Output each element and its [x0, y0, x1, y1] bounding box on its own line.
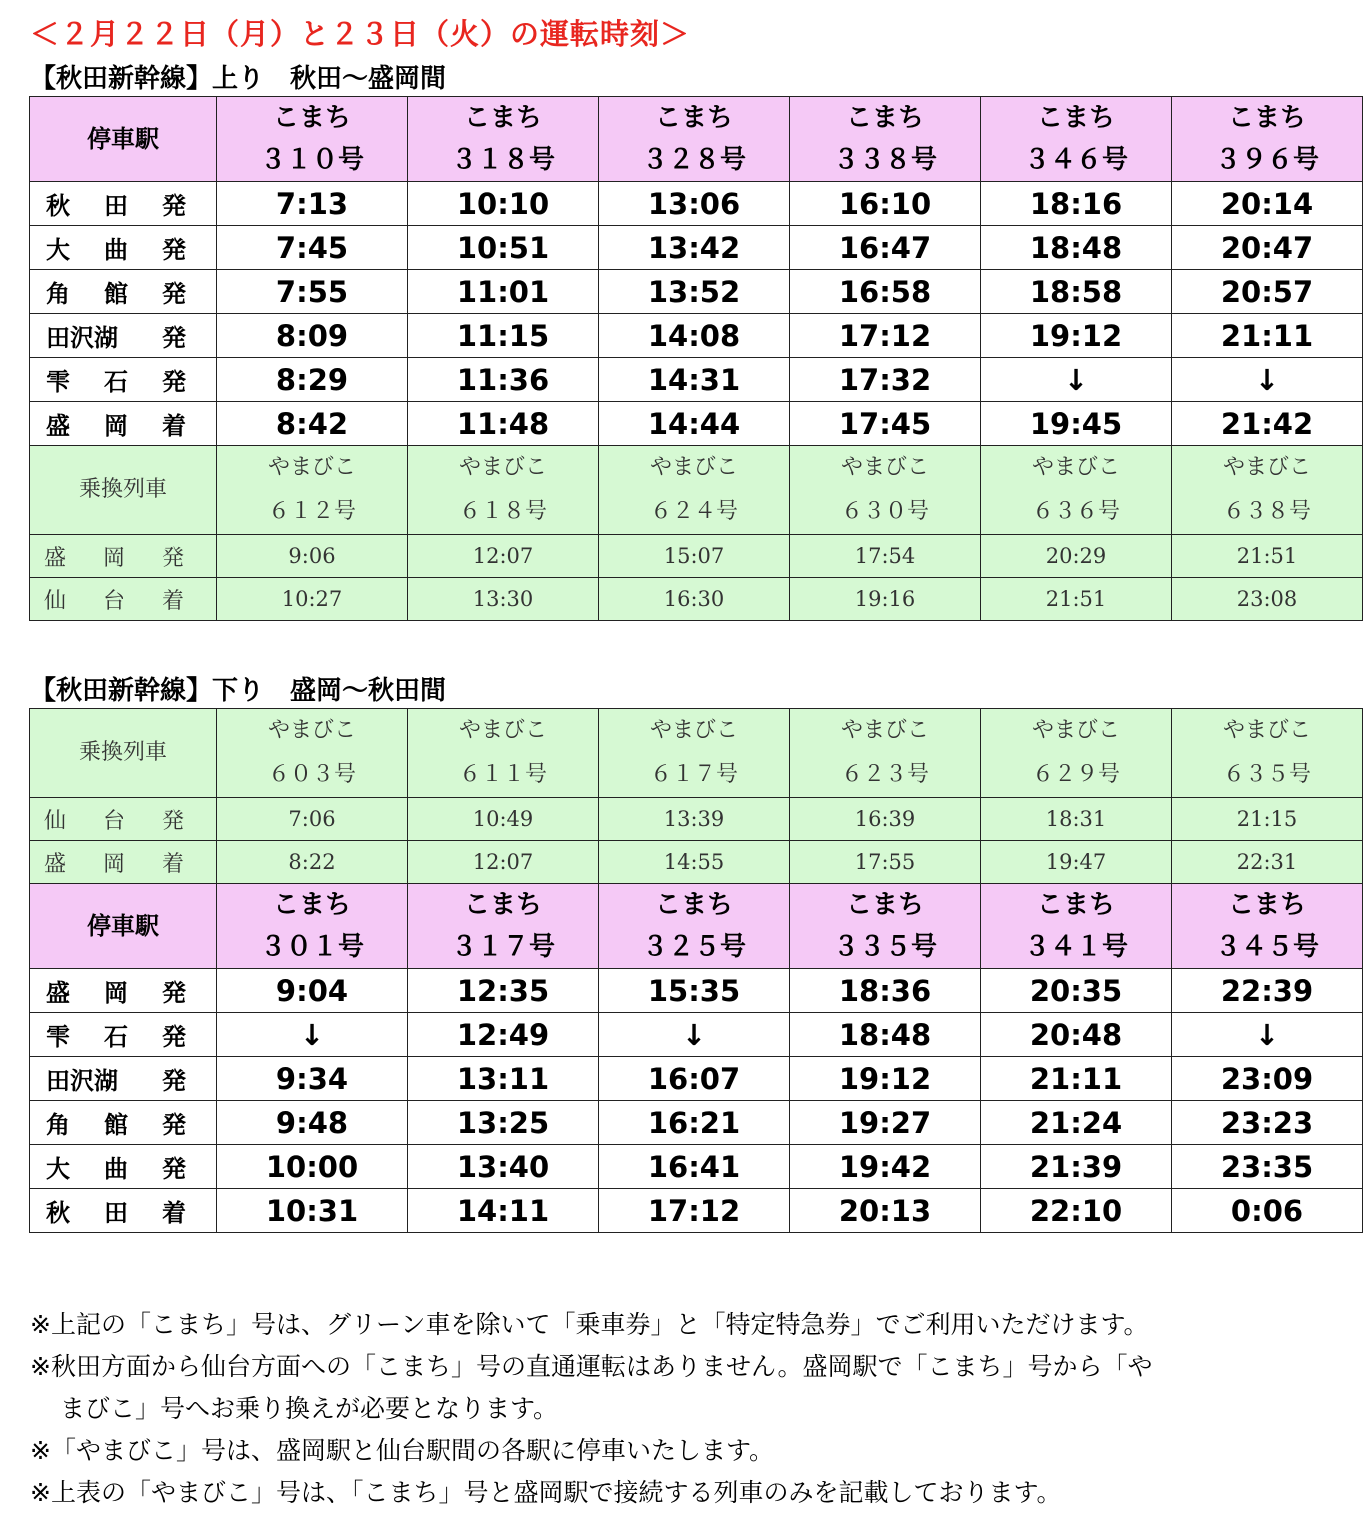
transfer-train-name: やまびこ — [649, 455, 738, 480]
station-name — [46, 1149, 186, 1184]
notes — [30, 1304, 1152, 1514]
station-char: 館 — [104, 1111, 128, 1139]
station-char: 発 — [162, 236, 186, 264]
time-cell: 16:21 — [599, 1101, 790, 1145]
table-row — [30, 1057, 1363, 1101]
time-cell: 10:31 — [217, 1189, 408, 1233]
time-cell: 11:36 — [408, 358, 599, 402]
train-header — [1172, 884, 1363, 969]
station-char: 発 — [162, 1067, 186, 1095]
station-name — [44, 804, 184, 835]
station-name — [46, 406, 186, 441]
transfer-train — [790, 446, 981, 535]
note-line: ※秋田方面から仙台方面への「こまち」号の直通運転はありません。盛岡駅で「こまち」号から「や — [30, 1352, 1153, 1381]
station-char: 石 — [104, 368, 128, 396]
transfer-train — [981, 446, 1172, 535]
transfer-time-cell: 13:39 — [599, 798, 790, 841]
station-char: 発 — [162, 368, 186, 396]
train-header — [599, 97, 790, 182]
station-cell — [30, 402, 217, 446]
time-cell: 16:58 — [790, 270, 981, 314]
station-header: 停車駅 — [30, 884, 217, 969]
train-number: ３１８号 — [450, 145, 555, 175]
train-name: こまち — [1227, 890, 1306, 920]
transfer-train — [1172, 709, 1363, 798]
time-cell: 14:31 — [599, 358, 790, 402]
transfer-train-number: ６３０号 — [840, 499, 929, 524]
train-header-row — [30, 884, 1363, 969]
train-name: こまち — [654, 103, 733, 133]
transfer-time-cell: 17:55 — [790, 841, 981, 884]
station-char: 岡 — [102, 851, 125, 877]
time-cell: 21:39 — [981, 1145, 1172, 1189]
transfer-train — [217, 709, 408, 798]
transfer-train-name: やまびこ — [840, 718, 929, 743]
transfer-time-cell: 21:15 — [1172, 798, 1363, 841]
train-number: ３９６号 — [1214, 145, 1319, 175]
station-char: 館 — [104, 280, 128, 308]
station-name — [46, 274, 186, 309]
transfer-train-name: やまびこ — [649, 718, 738, 743]
train-name: こまち — [1036, 103, 1115, 133]
station-char: 岡 — [104, 412, 128, 440]
transfer-train-number: ６１７号 — [649, 762, 738, 787]
station-name — [44, 541, 184, 572]
transfer-row — [30, 841, 1363, 884]
time-cell: 22:39 — [1172, 969, 1363, 1013]
train-name: こまち — [463, 103, 542, 133]
transfer-train-name: やまびこ — [1031, 718, 1120, 743]
transfer-time-cell: 16:30 — [599, 578, 790, 621]
time-cell: 20:47 — [1172, 226, 1363, 270]
station-char: 仙 — [44, 588, 67, 614]
transfer-train — [790, 709, 981, 798]
time-cell: 9:34 — [217, 1057, 408, 1101]
station-char: 角 — [46, 280, 70, 308]
time-cell: 18:48 — [790, 1013, 981, 1057]
station-char: 石 — [104, 1023, 128, 1051]
station-cell — [30, 535, 217, 578]
transfer-time-cell: 7:06 — [217, 798, 408, 841]
time-cell: 17:12 — [790, 314, 981, 358]
train-name: こまち — [1227, 103, 1306, 133]
station-char: 田沢湖 — [46, 1067, 118, 1095]
station-cell — [30, 270, 217, 314]
transfer-header-row — [30, 446, 1363, 535]
transfer-train-name: やまびこ — [267, 718, 356, 743]
train-number: ３４１号 — [1023, 932, 1128, 962]
time-cell: 13:11 — [408, 1057, 599, 1101]
station-char: 盛 — [44, 851, 67, 877]
station-name — [46, 186, 186, 221]
station-char: 角 — [46, 1111, 70, 1139]
transfer-time-cell: 18:31 — [981, 798, 1172, 841]
time-cell: 13:52 — [599, 270, 790, 314]
station-char: 田沢湖 — [46, 324, 118, 352]
time-cell: 19:27 — [790, 1101, 981, 1145]
station-char: 岡 — [104, 979, 128, 1007]
station-char: 曲 — [104, 236, 128, 264]
table-row — [30, 226, 1363, 270]
transfer-time-cell: 12:07 — [408, 535, 599, 578]
station-name — [46, 1061, 186, 1096]
station-cell — [30, 1101, 217, 1145]
transfer-header-row — [30, 709, 1363, 798]
time-cell: 14:11 — [408, 1189, 599, 1233]
station-char: 発 — [162, 979, 186, 1007]
transfer-train — [217, 446, 408, 535]
station-cell — [30, 314, 217, 358]
time-cell: 21:11 — [1172, 314, 1363, 358]
page-title: ＜２月２２日（月）と２３日（火）の運転時刻＞ — [30, 17, 691, 51]
station-cell — [30, 578, 217, 621]
station-char: 発 — [162, 324, 186, 352]
transfer-train-number: ６１１号 — [458, 762, 547, 787]
station-char: 着 — [161, 851, 184, 877]
station-char: 盛 — [46, 412, 70, 440]
station-name — [46, 1017, 186, 1052]
station-char: 発 — [161, 808, 184, 834]
time-cell: 11:01 — [408, 270, 599, 314]
station-char: 田 — [104, 1199, 128, 1227]
transfer-train-name: やまびこ — [458, 455, 547, 480]
transfer-time-cell: 17:54 — [790, 535, 981, 578]
up-timetable — [29, 96, 1363, 621]
station-name — [46, 362, 186, 397]
station-char: 秋 — [46, 192, 70, 220]
time-cell: 17:12 — [599, 1189, 790, 1233]
station-cell — [30, 1013, 217, 1057]
station-header: 停車駅 — [30, 97, 217, 182]
down-heading: 【秋田新幹線】下り 盛岡～秋田間 — [30, 676, 447, 706]
transfer-time-cell: 12:07 — [408, 841, 599, 884]
time-cell: ↓ — [217, 1013, 408, 1057]
train-number: ３０１号 — [259, 932, 364, 962]
time-cell: 20:14 — [1172, 182, 1363, 226]
time-cell: 9:04 — [217, 969, 408, 1013]
time-cell: 11:48 — [408, 402, 599, 446]
time-cell: 20:13 — [790, 1189, 981, 1233]
time-cell: ↓ — [1172, 1013, 1363, 1057]
transfer-train — [599, 446, 790, 535]
station-char: 台 — [102, 808, 125, 834]
table-row — [30, 182, 1363, 226]
transfer-train — [1172, 446, 1363, 535]
station-name — [44, 584, 184, 615]
station-name — [46, 318, 186, 353]
train-header — [408, 97, 599, 182]
time-cell: 10:51 — [408, 226, 599, 270]
time-cell: 10:10 — [408, 182, 599, 226]
up-heading: 【秋田新幹線】上り 秋田～盛岡間 — [30, 64, 447, 94]
transfer-time-cell: 15:07 — [599, 535, 790, 578]
train-header — [790, 884, 981, 969]
train-header — [217, 884, 408, 969]
transfer-row — [30, 578, 1363, 621]
station-name — [46, 973, 186, 1008]
transfer-label: 乗換列車 — [30, 709, 217, 798]
station-char: 雫 — [46, 368, 70, 396]
time-cell: 16:07 — [599, 1057, 790, 1101]
station-cell — [30, 182, 217, 226]
time-cell: 19:12 — [790, 1057, 981, 1101]
train-header — [217, 97, 408, 182]
transfer-train-name: やまびこ — [1222, 718, 1311, 743]
station-char: 盛 — [46, 979, 70, 1007]
station-char: 岡 — [102, 545, 125, 571]
transfer-time-cell: 10:49 — [408, 798, 599, 841]
transfer-train — [599, 709, 790, 798]
station-char: 発 — [162, 280, 186, 308]
station-char: 発 — [162, 192, 186, 220]
station-cell — [30, 841, 217, 884]
station-cell — [30, 798, 217, 841]
table-row — [30, 1101, 1363, 1145]
time-cell: 7:13 — [217, 182, 408, 226]
transfer-train — [981, 709, 1172, 798]
train-number: ３３８号 — [832, 145, 937, 175]
time-cell: 13:40 — [408, 1145, 599, 1189]
transfer-train-number: ６１２号 — [267, 499, 356, 524]
transfer-train-name: やまびこ — [458, 718, 547, 743]
table-row — [30, 1145, 1363, 1189]
time-cell: 10:00 — [217, 1145, 408, 1189]
train-number: ３３５号 — [832, 932, 937, 962]
station-char: 秋 — [46, 1199, 70, 1227]
transfer-train-name: やまびこ — [1222, 455, 1311, 480]
train-header — [981, 97, 1172, 182]
station-cell — [30, 358, 217, 402]
station-char: 発 — [161, 545, 184, 571]
transfer-train-number: ６３６号 — [1031, 499, 1120, 524]
transfer-train-number: ６２４号 — [649, 499, 738, 524]
transfer-time-cell: 14:55 — [599, 841, 790, 884]
time-cell: 13:42 — [599, 226, 790, 270]
transfer-train-number: ６２９号 — [1031, 762, 1120, 787]
time-cell: 14:08 — [599, 314, 790, 358]
transfer-time-cell: 21:51 — [981, 578, 1172, 621]
note-line: ※「やまびこ」号は、盛岡駅と仙台駅間の各駅に停車いたします。 — [30, 1436, 774, 1465]
train-name: こまち — [845, 103, 924, 133]
transfer-row — [30, 535, 1363, 578]
transfer-train-number: ６３５号 — [1222, 762, 1311, 787]
time-cell: 16:10 — [790, 182, 981, 226]
table-row — [30, 1013, 1363, 1057]
transfer-time-cell: 20:29 — [981, 535, 1172, 578]
transfer-train-name: やまびこ — [840, 455, 929, 480]
train-number: ３２５号 — [641, 932, 746, 962]
time-cell: 13:06 — [599, 182, 790, 226]
train-number: ３１７号 — [450, 932, 555, 962]
time-cell: 8:42 — [217, 402, 408, 446]
table-row — [30, 969, 1363, 1013]
time-cell: 0:06 — [1172, 1189, 1363, 1233]
transfer-time-cell: 9:06 — [217, 535, 408, 578]
station-char: 田 — [104, 192, 128, 220]
time-cell: 16:47 — [790, 226, 981, 270]
station-char: 着 — [162, 1199, 186, 1227]
station-name — [46, 1105, 186, 1140]
station-name — [44, 847, 184, 878]
train-name: こまち — [272, 103, 351, 133]
time-cell: 19:12 — [981, 314, 1172, 358]
transfer-time-cell: 19:16 — [790, 578, 981, 621]
train-number: ３２８号 — [641, 145, 746, 175]
time-cell: 16:41 — [599, 1145, 790, 1189]
note-line: ※上表の「やまびこ」号は、「こまち」号と盛岡駅で接続する列車のみを記載しております。 — [30, 1478, 1062, 1507]
time-cell: 14:44 — [599, 402, 790, 446]
time-cell: 20:48 — [981, 1013, 1172, 1057]
time-cell: 8:09 — [217, 314, 408, 358]
train-header-row — [30, 97, 1363, 182]
train-number: ３４５号 — [1214, 932, 1319, 962]
time-cell: 19:42 — [790, 1145, 981, 1189]
time-cell: 20:57 — [1172, 270, 1363, 314]
note-line: まびこ」号へお乗り換えが必要となります。 — [60, 1394, 559, 1423]
station-char: 着 — [161, 588, 184, 614]
transfer-time-cell: 8:22 — [217, 841, 408, 884]
train-name: こまち — [272, 890, 351, 920]
transfer-time-cell: 13:30 — [408, 578, 599, 621]
station-char: 発 — [162, 1111, 186, 1139]
transfer-label: 乗換列車 — [30, 446, 217, 535]
time-cell: 21:42 — [1172, 402, 1363, 446]
transfer-train-number: ６０３号 — [267, 762, 356, 787]
time-cell: 18:16 — [981, 182, 1172, 226]
transfer-train — [408, 709, 599, 798]
station-char: 仙 — [44, 808, 67, 834]
time-cell: 18:48 — [981, 226, 1172, 270]
transfer-train — [408, 446, 599, 535]
station-char: 盛 — [44, 545, 67, 571]
time-cell: ↓ — [599, 1013, 790, 1057]
station-char: 発 — [162, 1023, 186, 1051]
transfer-train-name: やまびこ — [1031, 455, 1120, 480]
time-cell: 18:58 — [981, 270, 1172, 314]
transfer-time-cell: 10:27 — [217, 578, 408, 621]
station-char: 台 — [102, 588, 125, 614]
time-cell: 19:45 — [981, 402, 1172, 446]
table-row — [30, 314, 1363, 358]
train-header — [790, 97, 981, 182]
transfer-time-cell: 19:47 — [981, 841, 1172, 884]
transfer-train-number: ６３８号 — [1222, 499, 1311, 524]
time-cell: 22:10 — [981, 1189, 1172, 1233]
down-timetable — [29, 708, 1363, 1233]
station-cell — [30, 969, 217, 1013]
transfer-time-cell: 22:31 — [1172, 841, 1363, 884]
time-cell: 7:55 — [217, 270, 408, 314]
time-cell: 15:35 — [599, 969, 790, 1013]
table-row — [30, 358, 1363, 402]
station-char: 曲 — [104, 1155, 128, 1183]
time-cell: 23:09 — [1172, 1057, 1363, 1101]
transfer-train-number: ６１８号 — [458, 499, 547, 524]
transfer-time-cell: 23:08 — [1172, 578, 1363, 621]
transfer-time-cell: 21:51 — [1172, 535, 1363, 578]
table-row — [30, 1189, 1363, 1233]
train-header — [408, 884, 599, 969]
time-cell: 12:35 — [408, 969, 599, 1013]
station-cell — [30, 1145, 217, 1189]
train-header — [1172, 97, 1363, 182]
time-cell: 21:24 — [981, 1101, 1172, 1145]
station-name — [46, 1193, 186, 1228]
time-cell: 7:45 — [217, 226, 408, 270]
time-cell: 12:49 — [408, 1013, 599, 1057]
time-cell: 23:23 — [1172, 1101, 1363, 1145]
time-cell: 17:45 — [790, 402, 981, 446]
train-header — [981, 884, 1172, 969]
station-char: 大 — [46, 1155, 70, 1183]
time-cell: 21:11 — [981, 1057, 1172, 1101]
station-char: 着 — [162, 412, 186, 440]
table-row — [30, 402, 1363, 446]
transfer-row — [30, 798, 1363, 841]
train-name: こまち — [463, 890, 542, 920]
time-cell: 11:15 — [408, 314, 599, 358]
transfer-time-cell: 16:39 — [790, 798, 981, 841]
train-name: こまち — [654, 890, 733, 920]
time-cell: ↓ — [1172, 358, 1363, 402]
time-cell: 23:35 — [1172, 1145, 1363, 1189]
train-header — [599, 884, 790, 969]
time-cell: 13:25 — [408, 1101, 599, 1145]
station-cell — [30, 226, 217, 270]
time-cell: 18:36 — [790, 969, 981, 1013]
station-char: 発 — [162, 1155, 186, 1183]
station-char: 大 — [46, 236, 70, 264]
transfer-train-name: やまびこ — [267, 455, 356, 480]
station-cell — [30, 1057, 217, 1101]
time-cell: 8:29 — [217, 358, 408, 402]
station-name — [46, 230, 186, 265]
train-number: ３４６号 — [1023, 145, 1128, 175]
station-cell — [30, 1189, 217, 1233]
note-line: ※上記の「こまち」号は、グリーン車を除いて「乗車券」と「特定特急券」でご利用いただけます。 — [30, 1310, 1149, 1339]
time-cell: 20:35 — [981, 969, 1172, 1013]
table-row — [30, 270, 1363, 314]
time-cell: ↓ — [981, 358, 1172, 402]
transfer-train-number: ６２３号 — [840, 762, 929, 787]
time-cell: 9:48 — [217, 1101, 408, 1145]
train-name: こまち — [1036, 890, 1115, 920]
train-number: ３１０号 — [259, 145, 364, 175]
time-cell: 17:32 — [790, 358, 981, 402]
train-name: こまち — [845, 890, 924, 920]
station-char: 雫 — [46, 1023, 70, 1051]
